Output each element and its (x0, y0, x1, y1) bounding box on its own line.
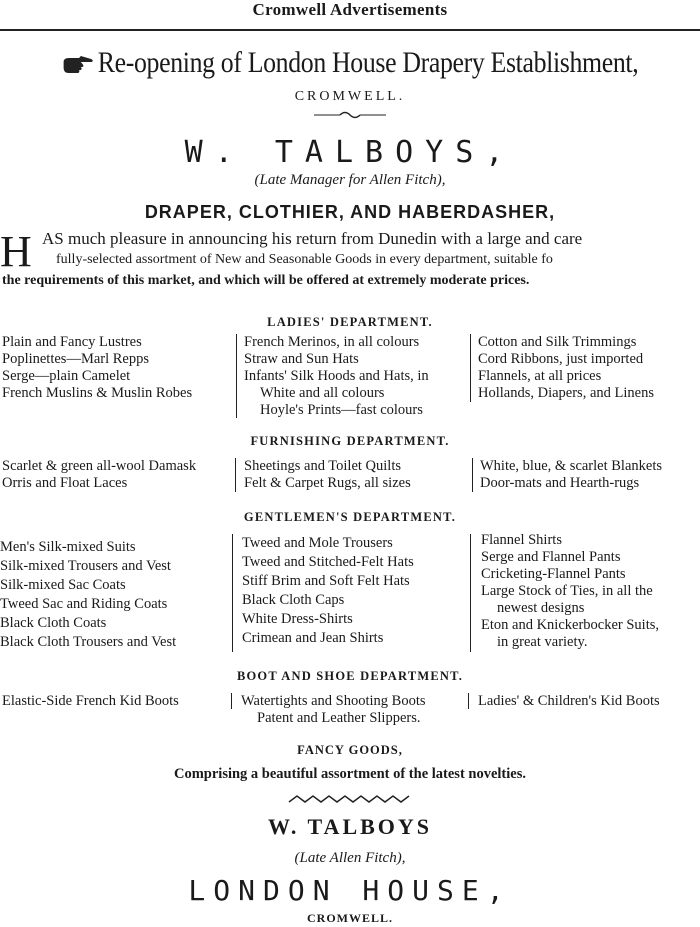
column-divider (232, 534, 233, 652)
list-item: Hoyle's Prints—fast colours (260, 402, 423, 418)
zigzag-ornament (0, 792, 700, 806)
flourish-ornament (0, 108, 700, 122)
list-item: Tweed and Mole Trousers (242, 535, 393, 551)
list-item: Large Stock of Ties, in all the (481, 583, 653, 599)
furnishing-department-title: FURNISHING DEPARTMENT. (250, 434, 450, 448)
late-manager-note: (Late Manager for Allen Fitch), (254, 172, 446, 188)
list-item: Sheetings and Toilet Quilts (244, 458, 402, 474)
list-item: Silk-mixed Sac Coats (0, 577, 126, 593)
list-item: White, blue, & scarlet Blankets (480, 458, 663, 474)
column-divider (235, 458, 236, 492)
furnishing-col-3 (480, 458, 662, 492)
list-item: White and all colours (260, 385, 385, 401)
intro-line-3: the requirements of this market, and which will be offered at extremely moderate prices. (2, 273, 530, 288)
ladies-department-title: LADIES' DEPARTMENT. (267, 315, 433, 329)
list-item: Black Cloth Coats (0, 615, 107, 631)
list-item: Infants' Silk Hoods and Hats, in (244, 368, 429, 384)
list-item: Tweed Sac and Riding Coats (0, 596, 168, 612)
list-item: in great variety. (497, 634, 588, 650)
gentlemen-col-2 (242, 534, 414, 648)
list-item: Black Cloth Trousers and Vest (0, 634, 177, 650)
intro-line-1: AS much pleasure in announcing his return from Dunedin with a large and care (42, 229, 583, 248)
intro-line-2: fully-selected assortment of New and Seasonable Goods in every department, suitable fo (56, 252, 553, 267)
furnishing-col-2 (244, 458, 411, 492)
list-item: Poplinettes—Marl Repps (2, 351, 150, 367)
list-item: Straw and Sun Hats (244, 351, 359, 367)
list-item: Black Cloth Caps (242, 592, 345, 608)
column-divider (470, 534, 471, 652)
list-item: Tweed and Stitched-Felt Hats (242, 554, 414, 570)
column-divider (470, 334, 471, 402)
list-item: Eton and Knickerbocker Suits, (481, 617, 659, 633)
gentlemen-col-3 (481, 532, 659, 651)
list-item: Elastic-Side French Kid Boots (2, 693, 179, 709)
list-item: newest designs (497, 600, 585, 616)
boots-columns (0, 693, 700, 729)
trades-line: DRAPER, CLOTHIER, AND HABERDASHER, (144, 202, 556, 222)
footer-late-note: (Late Allen Fitch), (294, 850, 406, 866)
boots-department-title: BOOT AND SHOE DEPARTMENT. (236, 669, 464, 683)
headline (49, 44, 651, 82)
ladies-col-2 (244, 334, 429, 419)
list-item: Orris and Float Laces (2, 475, 128, 491)
ladies-col-1 (2, 334, 192, 402)
list-item: Plain and Fancy Lustres (2, 334, 142, 350)
list-item: Cord Ribbons, just imported (478, 351, 644, 367)
list-item: Ladies' & Children's Kid Boots (478, 693, 660, 709)
list-item: French Merinos, in all colours (244, 334, 420, 350)
town-name: CROMWELL. (294, 89, 406, 104)
boots-col-2 (241, 693, 426, 727)
gentlemen-col-1 (0, 538, 176, 652)
intro-paragraph (0, 228, 700, 291)
column-divider (472, 458, 473, 492)
footer-house-name: LONDON HOUSE, (188, 874, 512, 907)
list-item: Watertights and Shooting Boots (241, 693, 426, 709)
column-divider (236, 334, 237, 418)
ladies-col-3 (478, 334, 654, 402)
list-item: Flannels, at all prices (478, 368, 602, 384)
drop-cap: H (0, 227, 32, 276)
list-item: Patent and Leather Slippers. (257, 710, 421, 726)
list-item: Flannel Shirts (481, 532, 562, 548)
pointing-hand-icon (62, 54, 95, 76)
gentlemen-department-title: GENTLEMEN'S DEPARTMENT. (243, 510, 457, 524)
list-item: Cricketing-Flannel Pants (481, 566, 626, 582)
boots-col-1 (2, 693, 179, 710)
column-divider (231, 693, 232, 709)
headline-text: Re-opening of London House Drapery Establishment, (97, 46, 639, 79)
footer-proprietor-name: W. TALBOYS (267, 814, 433, 839)
list-item: White Dress-Shirts (242, 611, 353, 627)
page-header-title: Cromwell Advertisements (252, 0, 448, 19)
list-item: Scarlet & green all-wool Damask (2, 458, 197, 474)
boots-col-3 (478, 693, 660, 710)
list-item: Crimean and Jean Shirts (242, 630, 384, 646)
list-item: Cotton and Silk Trimmings (478, 334, 637, 350)
header-rule (0, 29, 700, 31)
furnishing-col-1 (2, 458, 196, 492)
column-divider (468, 693, 469, 709)
list-item: Serge—plain Camelet (2, 368, 131, 384)
list-item: Felt & Carpet Rugs, all sizes (244, 475, 411, 491)
list-item: Door-mats and Hearth-rugs (480, 475, 640, 491)
list-item: Stiff Brim and Soft Felt Hats (242, 573, 410, 589)
fancy-goods-title: FANCY GOODS, (297, 743, 403, 757)
list-item: Silk-mixed Trousers and Vest (0, 558, 171, 574)
list-item: French Muslins & Muslin Robes (2, 385, 193, 401)
list-item: Men's Silk-mixed Suits (0, 539, 136, 555)
list-item: Serge and Flannel Pants (481, 549, 621, 565)
ladies-columns (0, 334, 700, 420)
gentlemen-columns (0, 534, 700, 656)
list-item: Hollands, Diapers, and Linens (478, 385, 654, 401)
furnishing-columns (0, 458, 700, 494)
fancy-goods-line: Comprising a beautiful assortment of the latest novelties. (173, 766, 526, 782)
proprietor-name: W. TALBOYS, (184, 135, 516, 170)
footer-town: CROMWELL. (306, 911, 393, 925)
